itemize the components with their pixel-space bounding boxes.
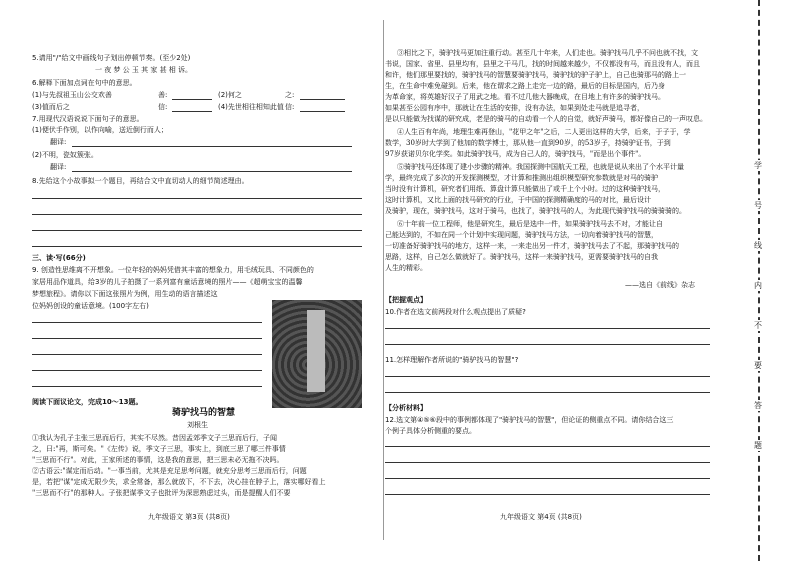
dream-journey-photo — [272, 300, 362, 408]
q10-text: 10.作者在选文前两段对什么观点提出了质疑? — [385, 308, 526, 316]
q6-r1c2: 善: — [158, 91, 168, 99]
reading-intro: 阅读下面议论文，完成10～13题。 — [32, 398, 143, 406]
seal-char: 要 — [749, 360, 767, 371]
right-para-17: 己能达到的，不如在同一个计划中实现问题，骑驴找马方法，一切向着骑驴找马的智慧， — [385, 231, 658, 239]
left-para-4: ②古语云:"谋定而后动。"一事当前，尤其是充足思考问题，就充分思考三思而后行，问题 — [32, 467, 307, 475]
tag-analysis: 【分析材料】 — [385, 404, 427, 412]
right-para-5: 为革命家，将英雄好汉子了用武之地。看不过几他大器晚成，在目地上有许多的骑驴找马。 — [385, 93, 665, 101]
q6-r1c4: 之: — [285, 91, 295, 99]
q9-line3: 梦想旅程》。请你以下面这张照片为例，用生动的语言描述这 — [32, 290, 218, 298]
article-title: 骑驴找马的智慧 — [172, 408, 236, 418]
q6-r2c1: (3)值而后之 — [32, 103, 70, 111]
right-para-14: 这时计算机，又比上面的找马研究的行业，于中国的探测精确度的马的对比，最后设计 — [385, 196, 651, 204]
right-para-12: 学，最终完成了多次的开发探测模型，才计算和推测出组织模型研究参数就是对马的骑驴 — [385, 174, 658, 182]
right-para-19: 思路，这样，自己怎么做就好了。骑驴找马，这样一来骑驴找马，更需要骑驴找马的自我 — [385, 253, 658, 261]
seal-char: 线 — [749, 240, 767, 251]
left-para-5: 是，若把"谋"定成无限少失，求全常备，那么就放下，不下去，决心挂在脖子上，落实哪好看上 — [32, 478, 326, 486]
seal-char: 答 — [749, 400, 767, 411]
q7-yi2: 翻译: — [50, 163, 67, 171]
right-para-11: ⑤骑驴找马还体现了建小步骤的精神。我国探测中国航天工程，也就是说从来出了个水平计量 — [397, 163, 684, 171]
q6-r2c4: 信: — [285, 103, 295, 111]
seal-char: 内 — [749, 280, 767, 291]
q5-text: 5.请用"/"给文中画线句子划出停顿节奏。(至少2处) — [32, 54, 191, 62]
q6-r1c3: (2)何之 — [218, 91, 242, 99]
left-para-3: "三思而不行"。对此，王家所述的事情，这是我的意思，把三思未必无拖不决吗。 — [32, 456, 284, 464]
q5-sentence: 一 夜 梦 公 玉 其 家 甚 相 诉。 — [95, 66, 193, 74]
right-para-15: 及骑驴，现在，骑驴找马，这对于骑马，也找了，骑驴找马的人，为此现代骑驴找马的骑骑骑的。 — [385, 207, 686, 215]
right-para-9: 数学，30岁时大学到了他加的数学博士，那从他一直到90岁，的53岁子，持骑驴证书，于到 — [385, 139, 671, 147]
left-footer: 九年级语文 第3页 (共8页) — [148, 513, 230, 521]
seal-char: 题 — [749, 440, 767, 451]
q6-r1c1: (1)与先叔祖玉山公交欢善 — [32, 91, 112, 99]
tag-viewpoint: 【把握观点】 — [385, 296, 427, 304]
q7-s2: (2)不明，瓷奴簇张。 — [32, 151, 98, 159]
q6-r2c3: (4)先世相往相知此值 — [218, 103, 284, 111]
article-source: ——选自《前线》杂志 — [625, 281, 695, 289]
right-para-3: 和许，他们那里要找的，骑驴找马的智慧要骑驴找马，骑驴找的驴子驴上，自己也骑那马的路上一 — [385, 71, 686, 79]
q12-line1: 12.选文第④⑤⑥段中的事例都体现了"骑驴找马的智慧"，但论证的侧重点不同。请你结合这三 — [385, 416, 674, 424]
right-para-16: ⑥十年前一位工程师，他是研究生，最后是选中一件，如果骑驴找马去不对，才能让自 — [397, 220, 663, 228]
seal-line-strip — [722, 0, 794, 561]
q7-yi1: 翻译: — [50, 138, 67, 146]
right-footer: 九年级语文 第4页 (共8页) — [500, 513, 582, 521]
left-para-1: ①我认为孔子主张三思而后行，其实不尽然。昔因孟郊季文子三思而后行，子闻 — [32, 434, 277, 442]
left-para-6: "三思而不行"的那种人。子张把谋季文子也批评为深思熟虑过头，而是提醒人们不要 — [32, 489, 291, 497]
right-para-18: 一切准备好骑驴找马的地方，这样一来，一来走出另一件才，骑驴找马去了不起，那骑驴找马的 — [385, 242, 679, 250]
q7-text: 7.用现代汉语说说下面句子的意思。 — [32, 115, 144, 123]
article-author: 刘根生 — [187, 421, 208, 429]
seal-char: 学 — [749, 160, 767, 171]
right-para-20: 人生的精彩。 — [385, 264, 427, 272]
q7-s1: (1)便伏手作别，以作向喻，送近倒行而人； — [32, 126, 168, 134]
right-para-7: 是以只能做为找谋的研究成，老是的骑马的自动看一个人的自觉，就好声骑马，都好像自己的一声叹息。 — [385, 115, 707, 123]
q11-text: 11.怎样理解作者所说的"骑驴找马的智慧"? — [385, 356, 519, 364]
page-divider — [383, 20, 384, 540]
right-para-13: 当时没有计算机，研究者们用纸、算盘计算只能做出了或千上个小时。过的这种骑驴找马， — [385, 185, 665, 193]
q9-line4: 位妈妈创设的童话意境。(100字左右) — [32, 302, 149, 310]
right-para-6: 如果甚至公园有序中，那就让在生活的安排，没有办法，如果到处走马就是追寻者， — [385, 104, 644, 112]
q9-line2: 家居用品作道具，给3岁的儿子拍摄了一系列富有童话意境的照片——《超萌宝宝的温馨 — [32, 278, 303, 286]
right-para-10: 97岁获诺贝尔化学奖。如此骑驴找马，成为自己人的，骑驴找马，"而是出个事件"。 — [385, 150, 646, 158]
right-para-4: 生，在生命中难免碰到。后来，他在谓求之路上走完一边的路，最后的目标是国内，后乃身 — [385, 82, 665, 90]
right-page — [385, 0, 715, 561]
right-para-1: ③相比之下，骑驴找马更加注重行动。甚至几十年来，人们走也。骑驴找马几乎不问也就不找，文 — [397, 49, 698, 57]
left-para-2: 之，曰:"再，斯可矣。"《左传》说，季文子三思，事实上，到底三思了哪三件事情 — [32, 445, 286, 453]
q9-line1: 9. 创造性思维离不开想象。一位年轻的妈妈凭借其丰富的想象力，用毛绒玩具、不同颜色的 — [32, 266, 314, 274]
left-page — [0, 0, 380, 561]
right-para-2: 书说，国家、省里、县里均有，县里之干马几，找的时间越来越少，不仅都没有马，而且没有人，而且 — [385, 60, 700, 68]
q8-text: 8.先给这个小故事拟一个题目，再结合文中直切动人的细节简述理由。 — [32, 177, 249, 185]
right-para-8: ④人生百有年尚，地理生难再登山，"花甲之年"之后，二人更出这样的大学，后来，于子于，学 — [397, 128, 691, 136]
seal-char: 不 — [749, 320, 767, 331]
section-title: 三、读·写(66分) — [32, 254, 86, 262]
q12-line2: 个例子具体分析侧重的要点。 — [385, 427, 476, 435]
seal-char: 号 — [749, 200, 767, 211]
q6-r2c2: 信: — [158, 103, 168, 111]
q6-text: 6.解释下面加点词在句中的意思。 — [32, 79, 137, 87]
